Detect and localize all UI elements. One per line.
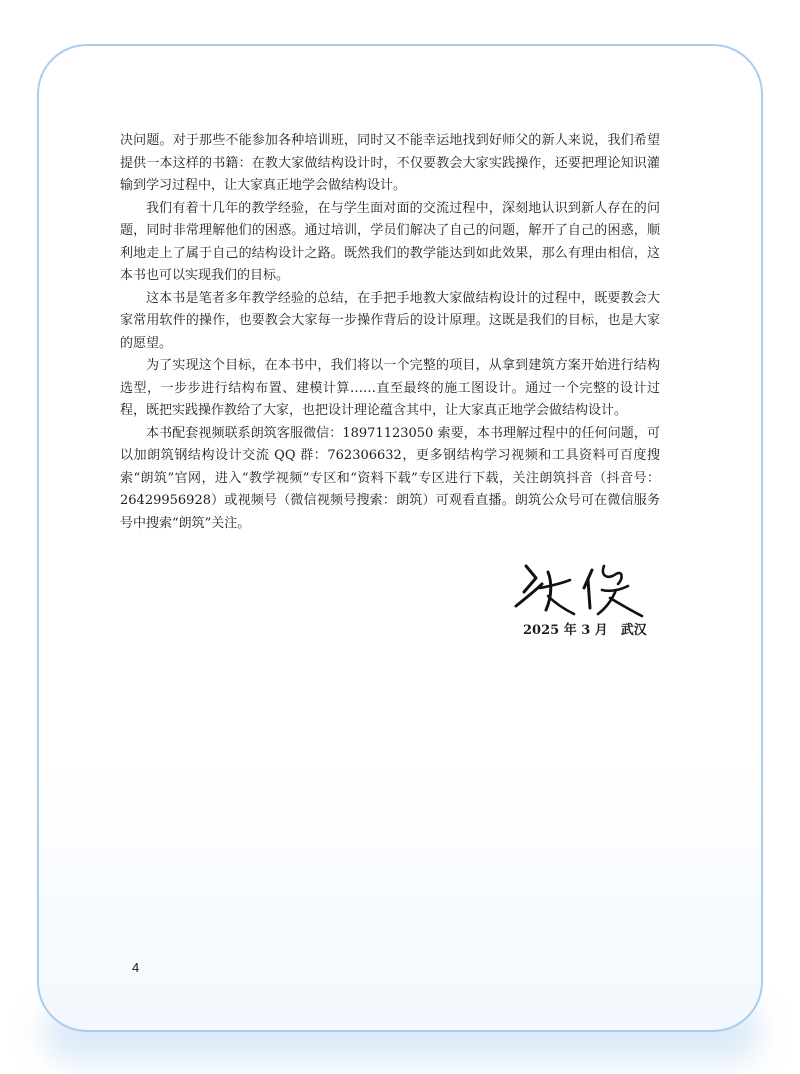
handwritten-signature [512,558,652,620]
paragraph-4: 为了实现这个目标，在本书中，我们将以一个完整的项目，从拿到建筑方案开始进行结构选型，一步步进行结构布置、建模计算……直至最终的施工图设计。通过一个完整的设计过程，既把实践操作教给了大家，也把设计理论蕴含其中，让大家真正地学会做结构设计。 [120,358,660,418]
preface-body [120,130,660,535]
page-number: 4 [132,960,140,975]
paragraph-1: 决问题。对于那些不能参加各种培训班，同时又不能幸运地找到好师父的新人来说，我们希望提供一本这样的书籍：在教大家做结构设计时，不仅要教会大家实践操作，还要把理论知识灌输到学习过程中，让大家真正地学会做结构设计。 [120,133,660,193]
signature-stroke [548,596,574,614]
signature-date-place: 2025 年 3 月 武汉 [523,623,647,638]
signature-stroke [588,580,590,608]
signature-stroke [610,598,642,616]
signature-stroke [603,566,622,584]
signature-stroke [540,580,570,588]
signature-stroke [524,566,536,592]
paragraph-5: 本书配套视频联系朗筑客服微信：18971123050 索要，本书理解过程中的任何问题，可以加朗筑钢结构设计交流 QQ 群：762306632，更多钢结构学习视频和工具资料可百度搜索“朗筑”官网，进入“教学视频”专区和“资料下载”专区进行下载，关注朗筑抖音（抖音号：26429956928）或视频号（微信视频号搜索：朗筑）可观看直播。朗筑公众号可在微信服务号中搜索“朗筑”关注。 [120,425,660,531]
signature-stroke [598,590,616,614]
paragraph-3: 这本书是笔者多年教学经验的总结，在手把手地教大家做结构设计的过程中，既要教会大家常用软件的操作，也要教会大家每一步操作背后的设计原理。这既是我们的目标，也是大家的愿望。 [120,290,660,351]
paragraph-2: 我们有着十几年的教学经验，在与学生面对面的交流过程中，深刻地认识到新人存在的问题，同时非常理解他们的困惑。通过培训，学员们解决了自己的问题，解开了自己的困惑，顺利地走上了属于自己的结构设计之路。既然我们的教学能达到如此效果，那么有理由相信，这本书也可以实现我们的目标。 [120,200,660,283]
signature-stroke [546,572,551,610]
